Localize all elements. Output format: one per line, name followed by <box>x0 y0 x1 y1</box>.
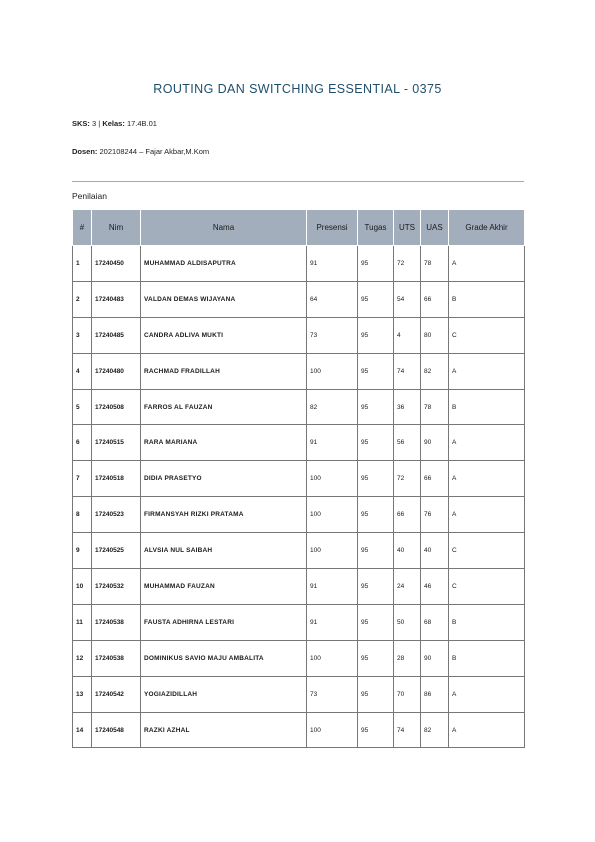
uts-cell: 74 <box>394 712 421 748</box>
uas-cell: 40 <box>421 533 449 569</box>
col-grade-header: Grade Akhir <box>449 210 525 246</box>
row-number: 2 <box>73 281 92 317</box>
nama-cell: RAZKI AZHAL <box>141 712 307 748</box>
tugas-cell: 95 <box>358 461 394 497</box>
dosen-value: 202108244 – Fajar Akbar,M.Kom <box>99 147 210 156</box>
tugas-cell: 95 <box>358 246 394 282</box>
tugas-cell: 95 <box>358 317 394 353</box>
nama-cell: VALDAN DEMAS WIJAYANA <box>141 281 307 317</box>
nim-cell: 17240518 <box>92 461 141 497</box>
table-row <box>73 712 525 748</box>
uts-cell: 24 <box>394 569 421 605</box>
table-row <box>73 246 525 282</box>
row-number: 3 <box>73 317 92 353</box>
tugas-cell: 95 <box>358 712 394 748</box>
grade-cell: B <box>449 281 525 317</box>
col-tugas-header: Tugas <box>358 210 394 246</box>
nim-cell: 17240515 <box>92 425 141 461</box>
grade-cell: A <box>449 353 525 389</box>
tugas-cell: 95 <box>358 281 394 317</box>
lecturer-line <box>72 147 209 156</box>
grades-table <box>72 209 525 748</box>
uts-cell: 56 <box>394 425 421 461</box>
row-number: 9 <box>73 533 92 569</box>
uts-cell: 54 <box>394 281 421 317</box>
table-row <box>73 461 525 497</box>
tugas-cell: 95 <box>358 533 394 569</box>
uts-cell: 70 <box>394 676 421 712</box>
nama-cell: ALVSIA NUL SAIBAH <box>141 533 307 569</box>
presensi-cell: 91 <box>307 246 358 282</box>
sks-value: 3 <box>92 119 97 128</box>
nama-cell: MUHAMMAD ALDISAPUTRA <box>141 246 307 282</box>
table-row <box>73 533 525 569</box>
grade-cell: C <box>449 569 525 605</box>
course-info-line <box>72 119 157 128</box>
grade-cell: A <box>449 497 525 533</box>
sks-label: SKS: <box>72 119 90 128</box>
uas-cell: 66 <box>421 281 449 317</box>
table-row <box>73 604 525 640</box>
nama-cell: FAUSTA ADHIRNA LESTARI <box>141 604 307 640</box>
row-number: 10 <box>73 569 92 605</box>
separator: | <box>98 119 101 128</box>
nim-cell: 17240508 <box>92 389 141 425</box>
uas-cell: 90 <box>421 425 449 461</box>
uts-cell: 36 <box>394 389 421 425</box>
nim-cell: 17240480 <box>92 353 141 389</box>
nim-cell: 17240523 <box>92 497 141 533</box>
row-number: 12 <box>73 640 92 676</box>
nama-cell: DOMINIKUS SAVIO MAJU AMBALITA <box>141 640 307 676</box>
presensi-cell: 82 <box>307 389 358 425</box>
col-nama-header: Nama <box>141 210 307 246</box>
row-number: 13 <box>73 676 92 712</box>
uas-cell: 46 <box>421 569 449 605</box>
tugas-cell: 95 <box>358 604 394 640</box>
presensi-cell: 100 <box>307 712 358 748</box>
nama-cell: RACHMAD FRADILLAH <box>141 353 307 389</box>
tugas-cell: 95 <box>358 425 394 461</box>
uts-cell: 4 <box>394 317 421 353</box>
table-body <box>73 246 525 748</box>
presensi-cell: 100 <box>307 353 358 389</box>
presensi-cell: 91 <box>307 604 358 640</box>
presensi-cell: 100 <box>307 640 358 676</box>
presensi-cell: 91 <box>307 425 358 461</box>
nama-cell: CANDRA ADLIVA MUKTI <box>141 317 307 353</box>
col-uts-header: UTS <box>394 210 421 246</box>
nim-cell: 17240485 <box>92 317 141 353</box>
uas-cell: 78 <box>421 246 449 282</box>
col-number-header: # <box>73 210 92 246</box>
nama-cell: DIDIA PRASETYO <box>141 461 307 497</box>
uas-cell: 78 <box>421 389 449 425</box>
grade-cell: A <box>449 676 525 712</box>
table-row <box>73 497 525 533</box>
grade-cell: A <box>449 425 525 461</box>
presensi-cell: 64 <box>307 281 358 317</box>
tugas-cell: 95 <box>358 569 394 605</box>
uas-cell: 66 <box>421 461 449 497</box>
presensi-cell: 100 <box>307 533 358 569</box>
nama-cell: RARA MARIANA <box>141 425 307 461</box>
grade-cell: B <box>449 640 525 676</box>
nim-cell: 17240525 <box>92 533 141 569</box>
row-number: 8 <box>73 497 92 533</box>
grade-cell: B <box>449 604 525 640</box>
table-row <box>73 425 525 461</box>
table-row <box>73 640 525 676</box>
uts-cell: 72 <box>394 461 421 497</box>
kelas-label: Kelas: <box>102 119 125 128</box>
table-row <box>73 317 525 353</box>
nama-cell: FIRMANSYAH RIZKI PRATAMA <box>141 497 307 533</box>
nim-cell: 17240542 <box>92 676 141 712</box>
table-header-row <box>73 210 525 246</box>
nama-cell: MUHAMMAD FAUZAN <box>141 569 307 605</box>
uas-cell: 86 <box>421 676 449 712</box>
nim-cell: 17240450 <box>92 246 141 282</box>
grade-cell: A <box>449 461 525 497</box>
table-row <box>73 676 525 712</box>
col-uas-header: UAS <box>421 210 449 246</box>
row-number: 1 <box>73 246 92 282</box>
presensi-cell: 100 <box>307 461 358 497</box>
divider <box>72 181 524 182</box>
nim-cell: 17240548 <box>92 712 141 748</box>
uts-cell: 28 <box>394 640 421 676</box>
row-number: 7 <box>73 461 92 497</box>
uts-cell: 74 <box>394 353 421 389</box>
nama-cell: YOGIAZIDILLAH <box>141 676 307 712</box>
tugas-cell: 95 <box>358 353 394 389</box>
col-presensi-header: Presensi <box>307 210 358 246</box>
presensi-cell: 91 <box>307 569 358 605</box>
dosen-label: Dosen: <box>72 147 98 156</box>
table-row <box>73 353 525 389</box>
grade-cell: C <box>449 533 525 569</box>
nim-cell: 17240538 <box>92 640 141 676</box>
tugas-cell: 95 <box>358 497 394 533</box>
presensi-cell: 73 <box>307 317 358 353</box>
uas-cell: 82 <box>421 353 449 389</box>
grade-cell: C <box>449 317 525 353</box>
uts-cell: 40 <box>394 533 421 569</box>
row-number: 11 <box>73 604 92 640</box>
uts-cell: 50 <box>394 604 421 640</box>
col-nim-header: Nim <box>92 210 141 246</box>
section-title: Penilaian <box>72 191 107 201</box>
grade-cell: A <box>449 712 525 748</box>
uas-cell: 80 <box>421 317 449 353</box>
uas-cell: 76 <box>421 497 449 533</box>
uts-cell: 66 <box>394 497 421 533</box>
grade-cell: A <box>449 246 525 282</box>
nim-cell: 17240538 <box>92 604 141 640</box>
uas-cell: 68 <box>421 604 449 640</box>
grade-cell: B <box>449 389 525 425</box>
uas-cell: 82 <box>421 712 449 748</box>
nim-cell: 17240483 <box>92 281 141 317</box>
uas-cell: 90 <box>421 640 449 676</box>
row-number: 6 <box>73 425 92 461</box>
row-number: 5 <box>73 389 92 425</box>
tugas-cell: 95 <box>358 389 394 425</box>
table-row <box>73 389 525 425</box>
nama-cell: FARROS AL FAUZAN <box>141 389 307 425</box>
nim-cell: 17240532 <box>92 569 141 605</box>
tugas-cell: 95 <box>358 640 394 676</box>
tugas-cell: 95 <box>358 676 394 712</box>
kelas-value: 17.4B.01 <box>126 119 157 128</box>
presensi-cell: 100 <box>307 497 358 533</box>
row-number: 4 <box>73 353 92 389</box>
row-number: 14 <box>73 712 92 748</box>
course-title: ROUTING DAN SWITCHING ESSENTIAL - 0375 <box>153 82 442 96</box>
uts-cell: 72 <box>394 246 421 282</box>
presensi-cell: 73 <box>307 676 358 712</box>
table-row <box>73 281 525 317</box>
table-row <box>73 569 525 605</box>
